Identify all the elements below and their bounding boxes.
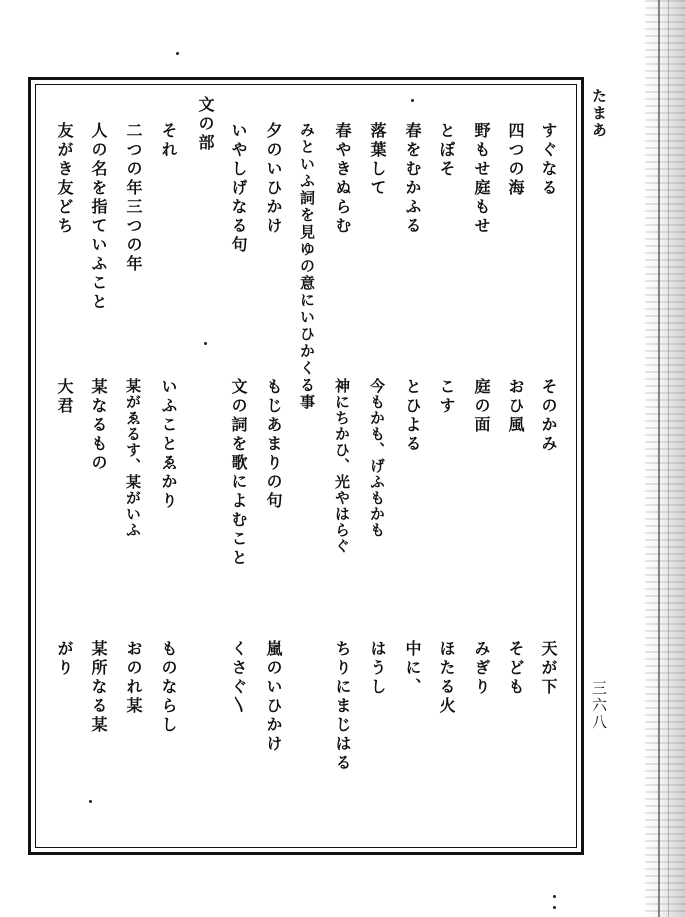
col13-top: それ bbox=[159, 122, 178, 160]
col14-bottom: おのれ某 bbox=[124, 640, 143, 716]
scan-speck bbox=[411, 99, 414, 102]
col4-bottom: ほたる火 bbox=[437, 640, 456, 716]
col4-mid: こす bbox=[437, 378, 456, 416]
page-number: 三六八 bbox=[590, 680, 608, 731]
col5-bottom: 中に、 bbox=[403, 640, 422, 697]
scan-speck bbox=[553, 906, 556, 909]
col16-top: 友がき友どち bbox=[55, 122, 74, 236]
col14-mid: 某がゑるす、某がいふ bbox=[124, 378, 142, 538]
col2-bottom: そども bbox=[506, 640, 525, 697]
col10-bottom: くさぐ〵 bbox=[229, 640, 248, 716]
col5-mid: とひよる bbox=[403, 378, 422, 454]
col6-bottom: はうし bbox=[368, 640, 387, 697]
col3-top: 野もせ庭もせ bbox=[472, 122, 491, 236]
col1-mid: そのかみ bbox=[539, 378, 558, 454]
col7-mid: 神にちかひ、光やはらぐ bbox=[333, 378, 351, 554]
section-heading: 文の部 bbox=[196, 96, 215, 153]
col14-top: 二つの年三つの年 bbox=[124, 122, 143, 274]
binding-line-secondary bbox=[668, 0, 669, 917]
col7-bottom: ちりにまじはる bbox=[333, 640, 352, 773]
col3-mid: 庭の面 bbox=[472, 378, 491, 435]
col9-mid: もじあまりの句 bbox=[264, 378, 283, 511]
col1-bottom: 天が下 bbox=[539, 640, 558, 697]
col10-top: いやしげなる句 bbox=[229, 122, 248, 255]
col15-mid: 某なるもの bbox=[89, 378, 108, 473]
col8-top: みといふ詞を見ゆの意にいひかくる事 bbox=[298, 122, 316, 411]
col2-top: 四つの海 bbox=[506, 122, 525, 198]
col11-mid: 文の詞を歌によむこと bbox=[229, 378, 248, 568]
col13-mid: いふことゑかり bbox=[159, 378, 178, 511]
col9-top: 夕のいひかけ bbox=[264, 122, 283, 236]
scan-speck bbox=[553, 895, 556, 898]
running-header: たまあ bbox=[590, 88, 608, 139]
scan-speck bbox=[89, 800, 92, 803]
scan-speck bbox=[176, 52, 179, 55]
col5-top: 春をむかふる bbox=[403, 122, 422, 236]
col2-mid: おひ風 bbox=[506, 378, 525, 435]
col15-top: 人の名を指ていふこと bbox=[89, 122, 108, 312]
col15-bottom: 某所なる某 bbox=[89, 640, 108, 735]
col16-bottom: がり bbox=[55, 640, 74, 678]
col9-bottom: 嵐のいひかけ bbox=[264, 640, 283, 754]
col6-mid: 今もかも、げふもかも bbox=[368, 378, 386, 538]
col13-bottom: ものならし bbox=[159, 640, 178, 735]
col6-top: 落葉して bbox=[368, 122, 387, 198]
col1-top: すぐなる bbox=[539, 122, 558, 198]
col7-top: 春やきぬらむ bbox=[333, 122, 352, 236]
col16-mid: 大君 bbox=[55, 378, 74, 416]
scan-speck bbox=[204, 342, 207, 345]
page-edge-shadow bbox=[645, 0, 685, 917]
col4-top: とぼそ bbox=[437, 122, 456, 179]
binding-line bbox=[658, 0, 660, 917]
col3-bottom: みぎり bbox=[472, 640, 491, 697]
